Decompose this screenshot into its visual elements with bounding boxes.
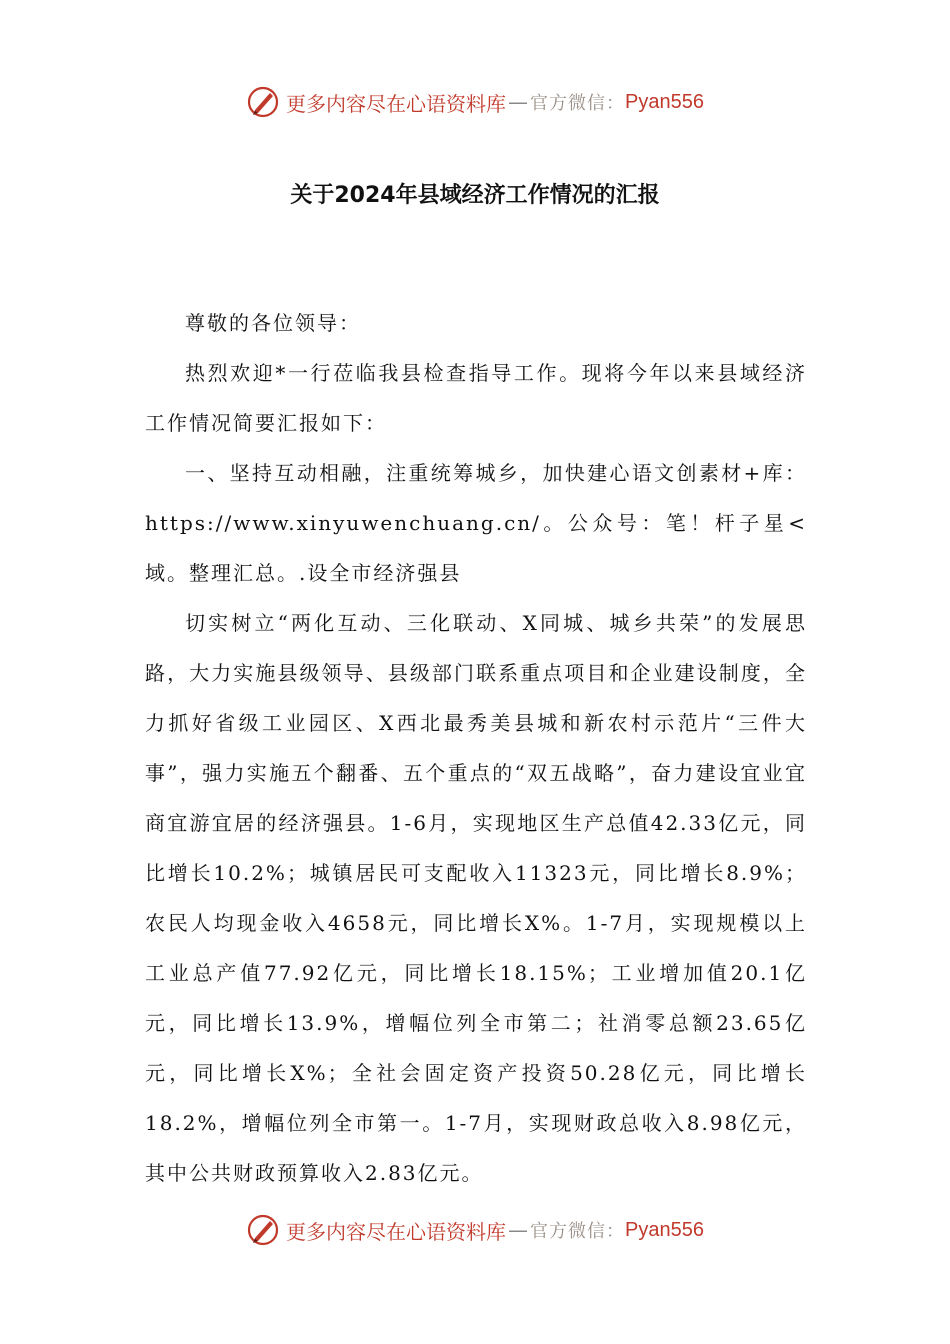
section-body-paragraph: 切实树立“两化互动、三化联动、X同城、城乡共荣”的发展思路，大力实施县级领导、县级部门联系重点项目和企业建设制度，全力抓好省级工业园区、X西北最秀美县城和新农村示范片“三件大事”，强力实施五个翻番、五个重点的“双五战略”，奋力建设宜业宜商宜游宜居的经济强县。1-6月，实现地区生产总值42.33亿元，同比增长10.2%；城镇居民可支配收入11323元，同比增长8.9%；农民人均现金收入4658元，同比增长X%。1-7月，实现规模以上工业总产值77.92亿元，同比增长18.15%；工业增加值20.1亿元，同比增长13.9%，增幅位列全市第二；社消零总额23.65亿元，同比增长X%；全社会固定资产投资50.28亿元，同比增长18.2%，增幅位列全市第一。1-7月，实现财政总收入8.98亿元，其中公共财政预算收入2.83亿元。: [145, 611, 807, 1185]
intro-paragraph: 热烈欢迎*一行莅临我县检查指导工作。现将今年以来县域经济工作情况简要汇报如下：: [145, 361, 807, 435]
pen-logo-icon: [246, 85, 280, 119]
section-heading: 一、坚持互动相融，注重统筹城乡，加快建心语文创素材+库：https://www.xinyuwenchuang.cn/。公众号：笔！杆子星<域。整理汇总。.设全市经济强县: [145, 461, 807, 585]
banner-brand-text: 更多内容尽在心语资料库: [286, 1219, 507, 1244]
pen-logo-icon: [246, 1213, 280, 1247]
salutation: 尊敬的各位领导：: [185, 311, 361, 335]
banner-wechat-id: Pyan556: [625, 1218, 704, 1241]
document-title: 关于2024年县域经济工作情况的汇报: [290, 183, 660, 208]
banner-dash: —: [508, 90, 529, 114]
footer-banner: [0, 1210, 950, 1250]
banner-dash: —: [508, 1218, 529, 1242]
banner-wechat-id: Pyan556: [625, 90, 704, 113]
header-banner: [0, 82, 950, 122]
banner-wechat-label: 官方微信：: [530, 1221, 626, 1242]
banner-wechat-label: 官方微信：: [530, 93, 626, 114]
banner-brand-text: 更多内容尽在心语资料库: [286, 91, 507, 116]
document-body: [145, 298, 807, 1198]
